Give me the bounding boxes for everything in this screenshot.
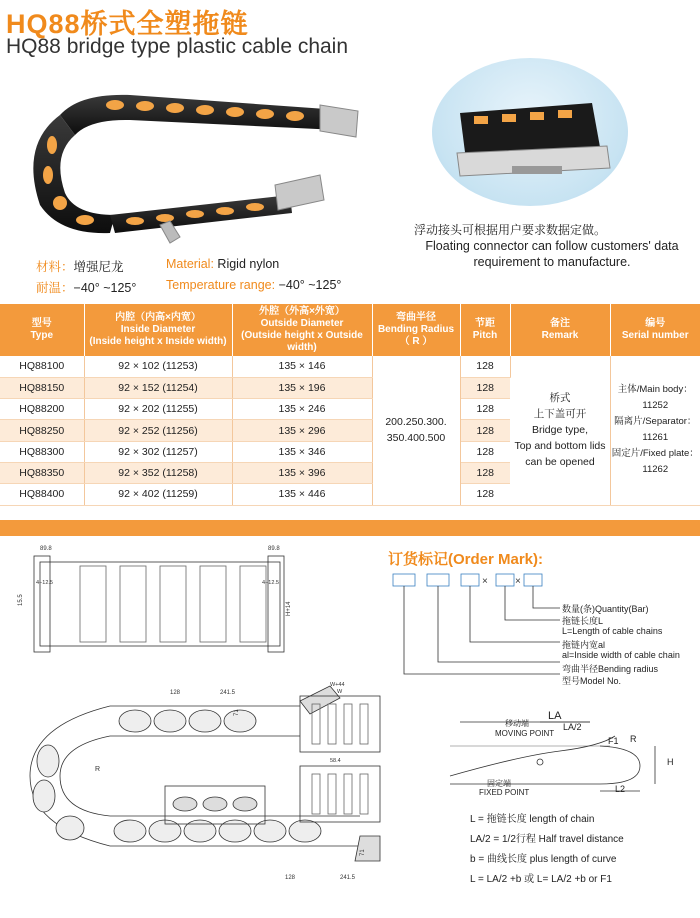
fixed-point-cn: 固定端 bbox=[487, 779, 511, 788]
svg-text:×: × bbox=[482, 576, 488, 587]
spec-table bbox=[0, 304, 700, 506]
cell-remark: 桥式 上下盖可开 Bridge type, Top and bottom lids can be opened bbox=[510, 356, 610, 505]
cell-inside: 92 × 102 (11253) bbox=[84, 356, 232, 377]
chain-bottom-run bbox=[110, 175, 324, 243]
cell-pitch: 128 bbox=[460, 484, 510, 505]
legend-cn: 1/2行程 bbox=[501, 834, 536, 845]
legend-row-b bbox=[470, 850, 616, 865]
col-header-inside: 内腔（内高×内宽） Inside Diameter (Inside height x Inside width) bbox=[84, 304, 232, 356]
temperature-value-cn: −40° ~125° bbox=[73, 281, 137, 295]
material-label-en: Material: bbox=[166, 257, 214, 271]
cell-inside: 92 × 152 (11254) bbox=[84, 377, 232, 398]
cell-pitch: 128 bbox=[460, 420, 510, 441]
temperature-label-cn: 耐温： bbox=[36, 281, 74, 295]
dim-pitch-bottom: 128 bbox=[285, 875, 296, 881]
cell-type: HQ88200 bbox=[0, 399, 84, 420]
temperature-value-en: −40° ~125° bbox=[278, 278, 342, 292]
legend-sym: LA/2 bbox=[470, 834, 491, 845]
svg-text:×: × bbox=[515, 576, 521, 587]
side-view-drawing bbox=[30, 686, 380, 881]
material-label-cn: 材料： bbox=[36, 260, 74, 274]
chain-top-run bbox=[60, 95, 358, 137]
dim-241-5-top: 241.5 bbox=[220, 690, 236, 696]
cell-type: HQ88150 bbox=[0, 377, 84, 398]
cell-pitch: 128 bbox=[460, 356, 510, 377]
material-row-cn bbox=[36, 257, 124, 275]
cell-inside: 92 × 202 (11255) bbox=[84, 399, 232, 420]
legend-cn: 曲线长度 bbox=[486, 854, 527, 865]
order-line-model: 型号Model No. bbox=[562, 676, 622, 686]
dim-89-8-left: 89.8 bbox=[40, 546, 52, 552]
table-row bbox=[0, 356, 700, 377]
dim-h14: H+14 bbox=[286, 601, 292, 616]
cell-pitch: 128 bbox=[460, 377, 510, 398]
label-l2: L2 bbox=[615, 784, 626, 794]
cell-inside: 92 × 352 (11258) bbox=[84, 462, 232, 483]
order-line-width-en: al=Inside width of cable chain bbox=[562, 650, 680, 660]
cell-outside: 135 × 196 bbox=[232, 377, 372, 398]
legend-en: length of chain bbox=[529, 814, 595, 825]
cell-serial-number: 主体/Main body： 11252 隔离片/Separator： 11261 固定片/Fixed plate： 11262 bbox=[610, 356, 700, 505]
legend-eq: = bbox=[493, 834, 500, 845]
legend-sym: L bbox=[470, 814, 476, 825]
legend-row-formula bbox=[470, 870, 612, 885]
legend-en: plus length of curve bbox=[529, 854, 617, 865]
temperature-label-en: Temperature range: bbox=[166, 278, 276, 292]
legend-eq: = bbox=[478, 854, 485, 865]
legend-en: Half travel distance bbox=[538, 834, 624, 845]
table-header-row bbox=[0, 304, 700, 356]
floating-connector-cn: 浮动接头可根据用户要求数据定做。 bbox=[414, 223, 607, 237]
fixed-point-en: FIXED POINT bbox=[479, 788, 530, 797]
legend-formula: LA/2 +b 或 L= LA/2 +b or F1 bbox=[486, 874, 612, 885]
product-photo bbox=[20, 75, 360, 250]
material-value-cn: 增强尼龙 bbox=[73, 260, 124, 274]
dim-241-5-bottom: 241.5 bbox=[340, 875, 356, 881]
col-header-radius: 弯曲半径 Bending Radius （ R ） bbox=[372, 304, 460, 356]
cell-inside: 92 × 252 (11256) bbox=[84, 420, 232, 441]
label-la-half: LA/2 bbox=[563, 722, 582, 732]
col-header-serial: 编号 Serial number bbox=[610, 304, 700, 356]
label-r: R bbox=[630, 734, 637, 744]
order-line-length-cn: 拖链长度L bbox=[562, 616, 604, 626]
floating-connector-en: Floating connector can follow customers' data requirement to manufacture. bbox=[425, 239, 679, 269]
dim-hole-left: 4−12.5 bbox=[36, 580, 53, 586]
col-header-pitch: 节距 Pitch bbox=[460, 304, 510, 356]
dim-89-8-right: 89.8 bbox=[268, 546, 280, 552]
moving-point-cn: 移动端 bbox=[505, 719, 529, 728]
legend-eq: = bbox=[477, 814, 484, 825]
cell-inside: 92 × 402 (11259) bbox=[84, 484, 232, 505]
cell-type: HQ88400 bbox=[0, 484, 84, 505]
dim-15-5: 15.5 bbox=[18, 594, 24, 606]
order-line-length-en: L=Length of cable chains bbox=[562, 626, 663, 636]
label-f1: F1 bbox=[608, 736, 619, 746]
dim-pitch-top: 128 bbox=[170, 690, 181, 696]
cell-type: HQ88250 bbox=[0, 420, 84, 441]
order-line-width-cn: 拖链内宽al bbox=[562, 640, 606, 650]
legend-cn: 拖链长度 bbox=[486, 814, 527, 825]
legend-sym: b bbox=[470, 854, 476, 865]
dim-58-4: 58.4 bbox=[330, 758, 341, 764]
dim-radius-label: R bbox=[95, 766, 101, 773]
cell-pitch: 128 bbox=[460, 462, 510, 483]
cell-outside: 135 × 346 bbox=[232, 441, 372, 462]
col-header-outside: 外腔（外高×外宽） Outside Diameter (Outside height x Outside width) bbox=[232, 304, 372, 356]
cell-outside: 135 × 146 bbox=[232, 356, 372, 377]
label-la: LA bbox=[548, 710, 562, 722]
cell-pitch: 128 bbox=[460, 399, 510, 420]
floating-connector-photo bbox=[432, 58, 628, 206]
cell-type: HQ88350 bbox=[0, 462, 84, 483]
order-mark-diagram bbox=[393, 574, 560, 674]
material-value-en: Rigid nylon bbox=[217, 257, 280, 271]
dim-hole-right: 4−12.5 bbox=[262, 580, 279, 586]
cell-pitch: 128 bbox=[460, 441, 510, 462]
dim-w44: W+44 bbox=[330, 682, 345, 688]
parts-drawing bbox=[165, 786, 265, 824]
legend-sym: L bbox=[470, 874, 476, 885]
cell-outside: 135 × 446 bbox=[232, 484, 372, 505]
label-h: H bbox=[667, 757, 674, 767]
order-mark-title: 订货标记(Order Mark): bbox=[388, 551, 544, 568]
cell-bending-radius: 200.250.300. 350.400.500 bbox=[372, 356, 460, 505]
cell-inside: 92 × 302 (11257) bbox=[84, 441, 232, 462]
cell-type: HQ88100 bbox=[0, 356, 84, 377]
page-title-en: HQ88 bridge type plastic cable chain bbox=[6, 35, 349, 58]
material-row-en bbox=[166, 257, 279, 271]
page-title-cn: HQ88桥式全塑拖链 bbox=[6, 9, 249, 39]
cell-outside: 135 × 296 bbox=[232, 420, 372, 441]
moving-point-en: MOVING POINT bbox=[495, 729, 555, 738]
col-header-type: 型号 Type bbox=[0, 304, 84, 356]
temperature-row-cn bbox=[36, 278, 136, 296]
cell-outside: 135 × 246 bbox=[232, 399, 372, 420]
cell-outside: 135 × 396 bbox=[232, 462, 372, 483]
dim-71-bottom: 71 bbox=[360, 849, 366, 856]
order-line-radius: 弯曲半径Bending radius bbox=[562, 664, 659, 674]
temperature-row-en bbox=[166, 278, 341, 292]
col-header-remark: 备注 Remark bbox=[510, 304, 610, 356]
legend-row-la bbox=[470, 830, 624, 845]
dim-w: W bbox=[337, 689, 343, 695]
plan-view-drawing bbox=[18, 546, 292, 652]
section-divider bbox=[0, 520, 700, 536]
cell-type: HQ88300 bbox=[0, 441, 84, 462]
dim-71-top: 71 bbox=[234, 709, 240, 716]
legend-row-l bbox=[470, 810, 594, 825]
order-line-quantity: 数量(条)Quantity(Bar) bbox=[562, 604, 649, 614]
legend-eq: = bbox=[477, 874, 484, 885]
